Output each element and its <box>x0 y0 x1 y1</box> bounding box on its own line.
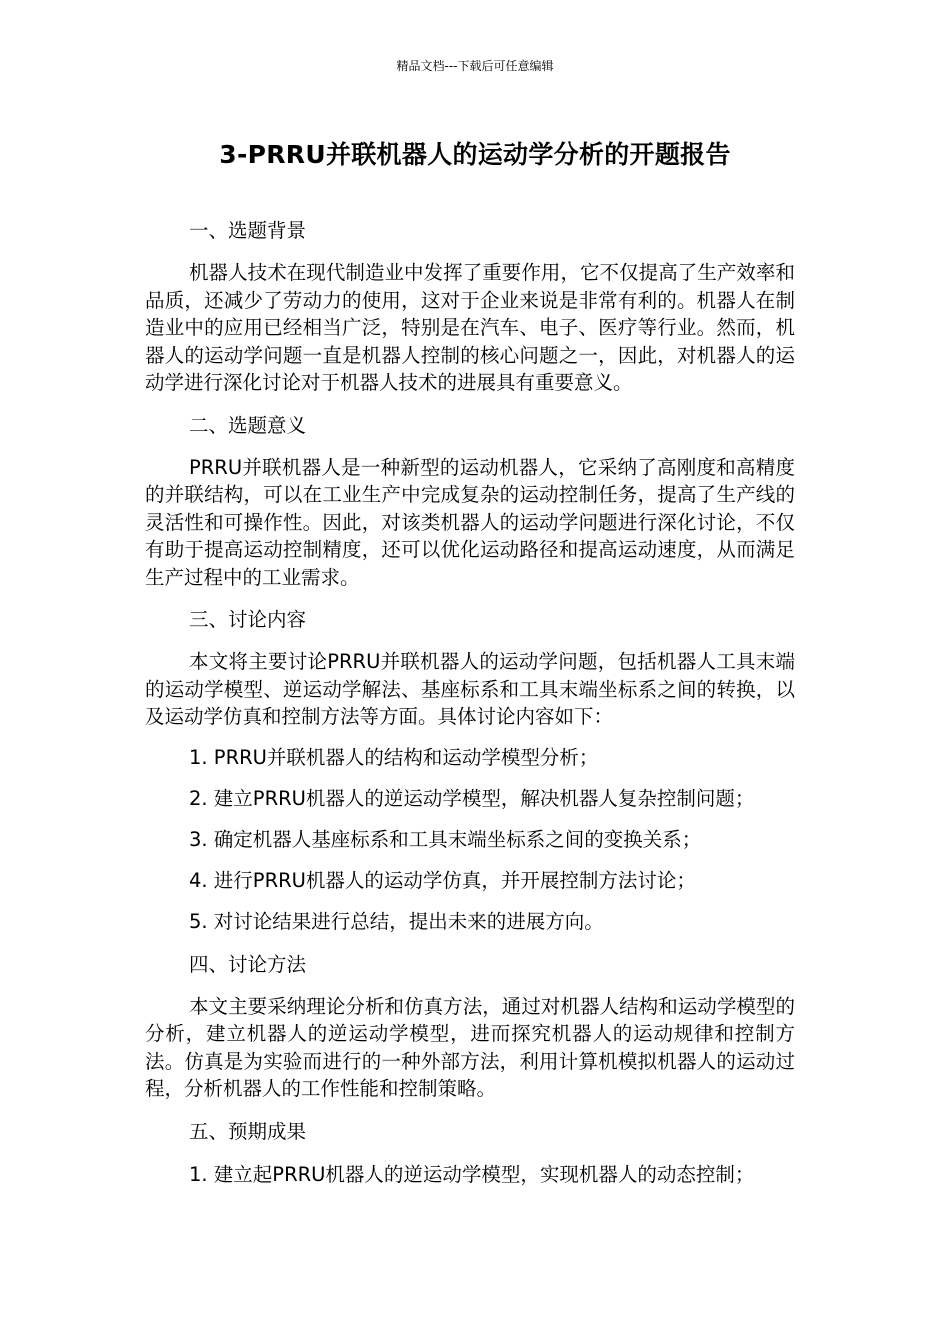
section-method <box>145 948 795 1103</box>
section-background <box>145 214 795 397</box>
page-header: 精品文档---下载后可任意编辑 <box>396 59 554 73</box>
paragraph: 本文将主要讨论PRRU并联机器人的运动学问题，包括机器人工具末端的运动学模型、逆运动学解法、基座标系和工具末端坐标系之间的转换，以及运动学仿真和控制方法等方面。具体讨论内容如下： <box>145 650 795 728</box>
list-item: 1. PRRU并联机器人的结构和运动学模型分析； <box>189 745 599 769</box>
document-body <box>145 214 795 1201</box>
section-heading: 四、讨论方法 <box>189 952 307 976</box>
section-heading: 二、选题意义 <box>189 413 307 437</box>
document-title: 3-PRRU并联机器人的运动学分析的开题报告 <box>219 140 731 169</box>
list-item: 4. 进行PRRU机器人的运动学仿真，并开展控制方法讨论； <box>189 868 696 892</box>
section-heading: 三、讨论内容 <box>189 608 307 631</box>
paragraph: 本文主要采纳理论分析和仿真方法，通过对机器人结构和运动学模型的分析，建立机器人的逆运动学模型，进而探究机器人的运动规律和控制方法。仿真是为实验而进行的一种外部方法，利用计算机模拟机器人的运动过程，分析机器人的工作性能和控制策略。 <box>145 994 795 1100</box>
section-heading: 五、预期成果 <box>189 1119 307 1143</box>
section-heading: 一、选题背景 <box>189 219 307 242</box>
list-item: 5. 对讨论结果进行总结，提出未来的进展方向。 <box>189 909 604 933</box>
section-expected-results <box>145 1115 795 1189</box>
paragraph: 机器人技术在现代制造业中发挥了重要作用，它不仅提高了生产效率和品质，还减少了劳动力的使用，这对于企业来说是非常有利的。机器人在制造业中的应用已经相当广泛，特别是在汽车、电子、医疗等行业。然而，机器人的运动学问题一直是机器人控制的核心问题之一，因此，对机器人的运动学进行深化讨论对于机器人技术的进展具有重要意义。 <box>145 261 795 394</box>
list-item: 3. 确定机器人基座标系和工具末端坐标系之间的变换关系； <box>189 827 702 851</box>
section-significance <box>145 409 795 592</box>
paragraph: PRRU并联机器人是一种新型的运动机器人，它采纳了高刚度和高精度的并联结构，可以在工业生产中完成复杂的运动控制任务，提高了生产线的灵活性和可操作性。因此，对该类机器人的运动学问题进行深化讨论，不仅有助于提高运动控制精度，还可以优化运动路径和提高运动速度，从而满足生产过程中的工业需求。 <box>145 455 795 589</box>
list-item: 2. 建立PRRU机器人的逆运动学模型，解决机器人复杂控制问题； <box>189 786 755 810</box>
section-content <box>145 603 795 936</box>
list-item: 1. 建立起PRRU机器人的逆运动学模型，实现机器人的动态控制； <box>189 1162 755 1186</box>
